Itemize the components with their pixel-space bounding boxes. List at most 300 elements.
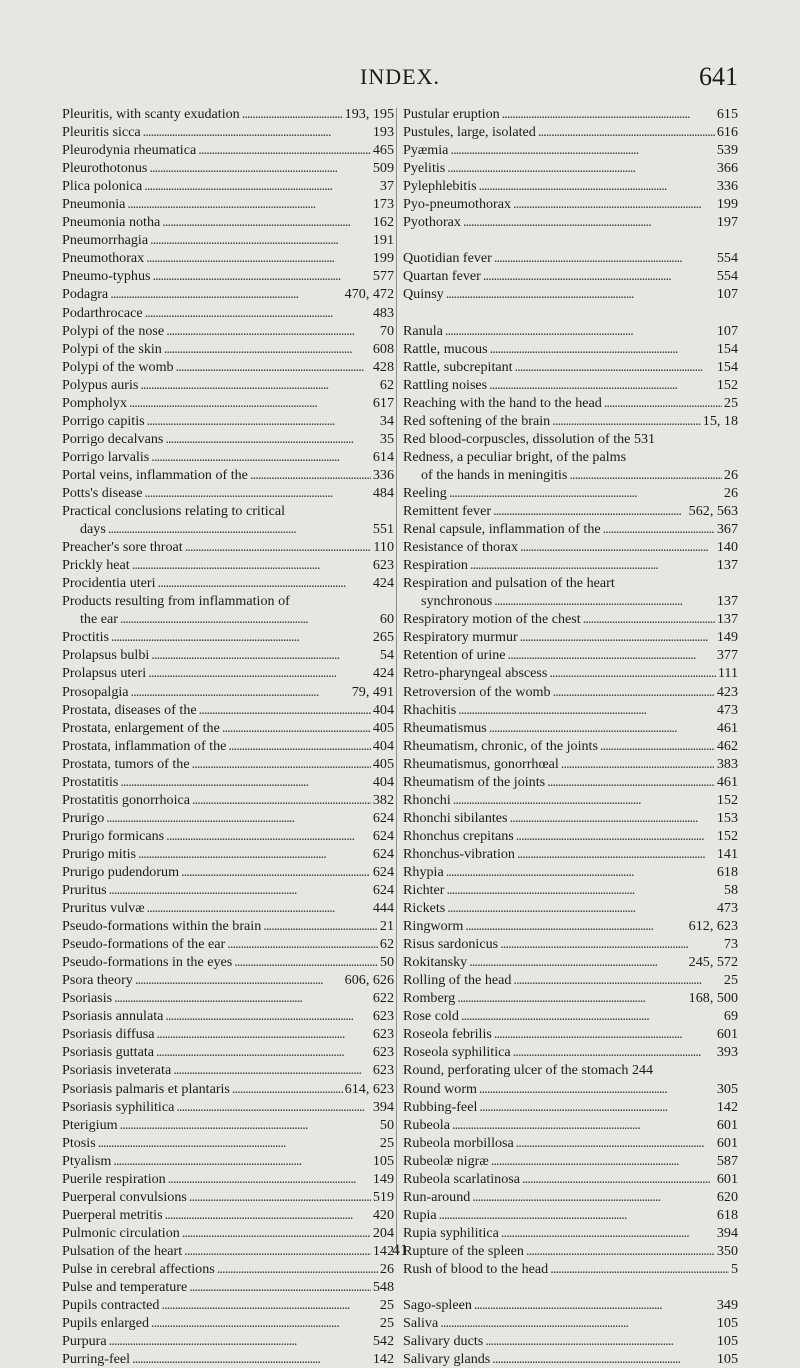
index-term: Potts's disease	[62, 484, 143, 501]
index-entry-line: Products resulting from inflammation of	[62, 593, 290, 610]
index-entry	[403, 628, 738, 646]
page-reference: 367	[716, 521, 738, 538]
page-reference: 462	[716, 737, 738, 754]
dot-leader	[146, 249, 371, 267]
index-term: Retro-pharyngeal abscess	[403, 665, 548, 682]
page-reference: 519	[372, 1188, 394, 1205]
page-reference: 624	[372, 882, 394, 899]
page-reference: 153	[716, 809, 738, 826]
index-term: Prurigo mitis	[62, 845, 136, 862]
index-term: Pneumothorax	[62, 250, 145, 267]
dot-leader	[198, 141, 371, 159]
page-reference: 105	[716, 1333, 738, 1350]
page-reference: 336	[716, 178, 738, 195]
dot-leader	[463, 213, 715, 231]
index-term: Rheumatismus	[403, 719, 487, 736]
index-entry	[403, 1332, 738, 1350]
index-entry	[403, 195, 738, 213]
page-reference: 420	[372, 1206, 394, 1223]
index-entry	[403, 141, 738, 159]
index-entry	[62, 285, 394, 303]
dot-leader	[157, 1025, 371, 1043]
dot-leader	[604, 394, 722, 412]
index-entry	[403, 1314, 738, 1332]
dot-leader	[143, 123, 371, 141]
index-entry	[62, 105, 394, 123]
dot-leader	[520, 628, 715, 646]
index-term: Pleurothotonus	[62, 160, 148, 177]
page-reference: 548	[372, 1279, 394, 1296]
dot-leader	[109, 881, 371, 899]
index-term: Rubeola scarlatinosa	[403, 1170, 521, 1187]
page-reference: 21	[379, 918, 394, 935]
index-entry	[62, 1116, 394, 1134]
index-term: Rhonchus-vibration	[403, 845, 515, 862]
index-entry-line: Practical conclusions relating to critical	[62, 503, 286, 520]
page-reference: 394	[372, 1098, 394, 1115]
page-reference: 105	[372, 1152, 394, 1169]
page-reference: 105	[716, 1351, 738, 1368]
index-entry	[62, 1188, 394, 1206]
index-term: Rokitansky	[403, 954, 468, 971]
dot-leader	[140, 376, 378, 394]
index-term: Reaching with the hand to the head	[403, 394, 602, 411]
page-reference: 618	[716, 1206, 738, 1223]
page-reference: 350	[716, 1242, 738, 1259]
index-term: Rupture of the spleen	[403, 1242, 524, 1259]
index-term: Pupils contracted	[62, 1297, 160, 1314]
dot-leader	[439, 1206, 715, 1224]
dot-leader	[158, 574, 371, 592]
index-entry	[62, 322, 394, 340]
page-reference: 70	[379, 322, 394, 339]
index-entry	[62, 267, 394, 285]
index-term: Renal capsule, inflammation of the	[403, 521, 601, 538]
dot-leader	[199, 701, 371, 719]
index-term: Polypi of the skin	[62, 340, 162, 357]
page-reference: 393	[716, 1044, 738, 1061]
index-term: Respiratory murmur	[403, 629, 518, 646]
index-term: Rheumatism of the joints	[403, 773, 546, 790]
dot-leader	[161, 1296, 377, 1314]
index-term: Portal veins, inflammation of the	[62, 466, 248, 483]
index-entry	[62, 1260, 394, 1278]
page-reference: 35	[379, 430, 394, 447]
dot-leader	[502, 105, 715, 123]
index-term: Quartan fever	[403, 268, 481, 285]
dot-leader	[458, 701, 715, 719]
dot-leader	[144, 177, 378, 195]
index-term: Preacher's sore throat	[62, 539, 183, 556]
dot-leader	[457, 989, 686, 1007]
page-reference: 110	[373, 539, 394, 556]
index-entry	[403, 123, 738, 141]
index-entry	[403, 1188, 738, 1206]
dot-leader	[132, 1350, 371, 1368]
dot-leader	[513, 971, 721, 989]
index-term: Run-around	[403, 1188, 471, 1205]
index-entry	[62, 430, 394, 448]
index-term: Rhonchi sibilantes	[403, 809, 508, 826]
dot-leader	[583, 610, 715, 628]
column-divider	[396, 108, 397, 1253]
dot-leader	[603, 520, 715, 538]
index-term: Pneumo-typhus	[62, 268, 151, 285]
page-reference: 404	[372, 773, 394, 790]
index-entry	[403, 1260, 738, 1278]
index-entry	[403, 791, 738, 809]
index-entry	[62, 231, 394, 249]
index-entry	[62, 737, 394, 755]
dot-leader	[522, 1170, 715, 1188]
page-reference: 37	[379, 178, 394, 195]
dot-leader	[182, 1224, 371, 1242]
dot-leader	[165, 1007, 370, 1025]
index-entry	[403, 809, 738, 827]
index-entry	[62, 646, 394, 664]
index-entry	[62, 1170, 394, 1188]
index-entry	[62, 376, 394, 394]
dot-leader	[120, 1116, 378, 1134]
page-reference: 149	[716, 629, 738, 646]
index-term: Rheumatism, chronic, of the joints	[403, 737, 598, 754]
dot-leader	[445, 322, 715, 340]
index-term: Psoriasis palmaris et plantaris	[62, 1080, 230, 1097]
dot-leader	[164, 340, 371, 358]
page-reference: 199	[716, 196, 738, 213]
index-entry	[403, 646, 738, 664]
index-entry	[403, 971, 738, 989]
page-reference: 26	[379, 1261, 394, 1277]
index-term: Quinsy	[403, 286, 444, 303]
dot-leader	[109, 1332, 371, 1350]
page-reference: 162	[372, 214, 394, 231]
index-entry	[403, 1080, 738, 1098]
index-entry	[403, 664, 738, 682]
index-term: Prosopalgia	[62, 683, 129, 700]
page-reference: 26	[723, 466, 738, 483]
index-entry	[403, 917, 738, 935]
dot-leader	[120, 610, 378, 628]
page-reference: 404	[372, 737, 394, 754]
page-reference: 142	[716, 1098, 738, 1115]
dot-leader	[489, 376, 715, 394]
index-term: Round worm	[403, 1080, 477, 1097]
dot-leader	[165, 430, 378, 448]
index-term: Ranula	[403, 322, 443, 339]
page-reference: 25	[379, 1297, 394, 1314]
dot-leader	[176, 1098, 371, 1116]
index-term: Pleurodynia rheumatica	[62, 142, 197, 159]
page-reference: 305	[716, 1080, 738, 1097]
page-reference: 554	[716, 250, 738, 267]
index-entry	[62, 610, 394, 628]
index-term: Procidentia uteri	[62, 575, 156, 592]
index-entry	[403, 213, 738, 231]
dot-leader	[181, 863, 371, 881]
dot-leader	[494, 592, 715, 610]
dot-leader	[453, 791, 715, 809]
dot-leader	[165, 1206, 371, 1224]
index-entry	[403, 358, 738, 376]
index-entry	[62, 1080, 394, 1098]
index-term: Podarthrocace	[62, 304, 143, 321]
dot-leader	[217, 1260, 378, 1278]
page-reference: 54	[379, 647, 394, 664]
dot-leader	[147, 412, 378, 430]
dot-leader	[228, 737, 370, 755]
index-term: Pulmonic circulation	[62, 1224, 180, 1241]
page-reference: 25	[379, 1134, 394, 1151]
page-reference: 404	[372, 701, 394, 718]
index-entry-line: Red blood-corpuscles, dissolution of the 531	[403, 430, 656, 447]
page-reference: 349	[716, 1297, 738, 1314]
index-entry	[403, 1116, 738, 1134]
index-entry	[403, 827, 738, 845]
index-term: Rheumatismus, gonorrhœal	[403, 755, 559, 772]
index-entry	[403, 935, 738, 953]
page-reference: 265	[372, 629, 394, 646]
index-entry	[403, 1007, 738, 1025]
dot-leader	[127, 195, 370, 213]
section-gap	[403, 304, 738, 322]
dot-leader	[176, 358, 371, 376]
dot-leader	[552, 412, 701, 430]
dot-leader	[106, 809, 371, 827]
page-reference: 79, 491	[351, 683, 394, 700]
dot-leader	[132, 556, 371, 574]
index-entry	[62, 1025, 394, 1043]
index-term: Pruritus	[62, 882, 107, 899]
index-term: Purring-feel	[62, 1351, 131, 1368]
index-entry	[403, 737, 738, 755]
page-reference: 152	[716, 376, 738, 393]
index-term: Roseola febrilis	[403, 1026, 492, 1043]
dot-leader	[131, 683, 350, 701]
index-entry	[403, 953, 738, 971]
page-reference: 601	[716, 1134, 738, 1151]
page-reference: 204	[372, 1224, 394, 1241]
index-entry	[62, 683, 394, 701]
dot-leader	[483, 267, 715, 285]
index-entry	[62, 358, 394, 376]
page-number: 641	[699, 62, 738, 91]
index-term: Rubeola morbillosa	[403, 1134, 514, 1151]
dot-leader	[151, 1314, 378, 1332]
dot-leader	[173, 1061, 371, 1079]
index-entry	[62, 394, 394, 412]
index-entry	[62, 574, 394, 592]
dot-leader	[547, 773, 715, 791]
index-entry	[62, 123, 394, 141]
dot-leader	[149, 159, 371, 177]
page-reference: 193	[372, 124, 394, 141]
index-term: Pleuritis sicca	[62, 124, 141, 141]
index-entry	[62, 1134, 394, 1152]
index-term: Prurigo	[62, 809, 105, 826]
page-reference: 25	[379, 1315, 394, 1332]
index-entry	[62, 159, 394, 177]
page-reference: 624	[372, 845, 394, 862]
page-reference: 614, 623	[344, 1080, 394, 1097]
dot-leader	[452, 1116, 715, 1134]
index-term: Rush of blood to the head	[403, 1261, 549, 1277]
page-reference: 107	[716, 322, 738, 339]
index-term: Rupia	[403, 1206, 437, 1223]
page-reference: 137	[716, 557, 738, 574]
dot-leader	[494, 1025, 715, 1043]
index-term: Pustules, large, isolated	[403, 124, 536, 141]
page-reference: 5	[730, 1261, 738, 1277]
index-entry	[62, 755, 394, 773]
index-entry	[403, 719, 738, 737]
index-term: Prostata, enlargement of the	[62, 719, 220, 736]
page-reference: 168, 500	[688, 990, 738, 1007]
index-term: Plica polonica	[62, 178, 143, 195]
index-term: Psora theory	[62, 972, 133, 989]
index-term: Rhonchi	[403, 791, 451, 808]
dot-leader	[516, 1134, 715, 1152]
index-term: Reeling	[403, 484, 447, 501]
dot-leader	[490, 340, 715, 358]
index-term: of the hands in meningitis	[421, 466, 568, 483]
index-term: Pyelitis	[403, 160, 446, 177]
index-term: Porrigo decalvans	[62, 430, 164, 447]
dot-leader	[449, 484, 722, 502]
index-term: Pyothorax	[403, 214, 461, 231]
index-entry	[62, 249, 394, 267]
page-reference: 193, 195	[344, 106, 394, 122]
index-entry	[62, 484, 394, 502]
dot-leader	[561, 755, 715, 773]
index-entry	[62, 1296, 394, 1314]
index-term: Porrigo capitis	[62, 412, 145, 429]
page-reference: 624	[372, 827, 394, 844]
dot-leader	[150, 231, 371, 249]
index-term: Podagra	[62, 286, 109, 303]
index-entry	[62, 701, 394, 719]
dot-leader	[447, 899, 715, 917]
page-reference: 623	[372, 557, 394, 574]
page-reference: 26	[723, 484, 738, 501]
index-term: Pyo-pneumothorax	[403, 196, 512, 213]
index-term: synchronous	[421, 593, 493, 610]
index-term: Pulse in cerebral affections	[62, 1261, 215, 1277]
index-term: Pulse and temperature	[62, 1279, 188, 1296]
index-entry	[62, 1061, 394, 1079]
index-entry	[62, 935, 394, 953]
dot-leader	[138, 845, 371, 863]
index-term: Rubbing-feel	[403, 1098, 478, 1115]
index-entry	[403, 177, 738, 195]
index-entry	[403, 899, 738, 917]
index-term: Rhypia	[403, 863, 444, 880]
index-entry	[62, 664, 394, 682]
index-entry-line: Respiration and pulsation of the heart	[403, 575, 615, 592]
index-term: Psoriasis inveterata	[62, 1062, 172, 1079]
index-entry	[403, 1170, 738, 1188]
index-entry	[403, 1098, 738, 1116]
index-entry	[62, 304, 394, 322]
page-reference: 140	[716, 539, 738, 556]
page-reference: 623	[372, 1062, 394, 1079]
dot-leader	[162, 213, 371, 231]
page-reference: 623	[372, 1026, 394, 1043]
index-term: Pneumonia notha	[62, 214, 161, 231]
index-entry	[62, 1007, 394, 1025]
signature-mark: 41	[392, 1242, 408, 1259]
dot-leader	[447, 159, 715, 177]
index-entry	[62, 1350, 394, 1368]
page-reference: 382	[372, 791, 394, 808]
index-term: Prurigo pudendorum	[62, 863, 180, 880]
dot-leader	[446, 863, 715, 881]
index-entry	[62, 1332, 394, 1350]
dot-leader	[147, 899, 371, 917]
index-entry	[62, 1206, 394, 1224]
index-term: Richter	[403, 882, 445, 899]
index-term: Rickets	[403, 900, 446, 917]
dot-leader	[500, 935, 722, 953]
page-reference: 484	[372, 484, 394, 501]
page-reference: 551	[372, 521, 394, 538]
page-reference: 622	[372, 990, 394, 1007]
index-entry	[403, 502, 738, 520]
index-entry	[62, 141, 394, 159]
index-term: Respiration	[403, 557, 468, 574]
page-reference: 539	[716, 142, 738, 159]
index-entry	[403, 376, 738, 394]
index-entry	[62, 917, 394, 935]
index-column-right	[403, 105, 738, 1368]
index-term: Pseudo-formations within the brain	[62, 918, 262, 935]
dot-leader	[120, 773, 370, 791]
index-term: Rubeolæ nigræ	[403, 1152, 489, 1169]
index-term: Pneumonia	[62, 196, 126, 213]
dot-leader	[98, 1134, 378, 1152]
index-entry	[403, 394, 738, 412]
dot-leader	[513, 1043, 715, 1061]
page-reference: 60	[379, 611, 394, 628]
page-header-title: INDEX.	[360, 64, 440, 89]
index-entry	[62, 213, 394, 231]
index-term: Rolling of the head	[403, 972, 512, 989]
index-entry-line: Redness, a peculiar bright, of the palms	[403, 448, 627, 465]
index-term: Quotidian fever	[403, 250, 492, 267]
dot-leader	[470, 556, 715, 574]
dot-leader	[450, 141, 714, 159]
page-reference: 562, 563	[688, 503, 738, 520]
page-reference: 245, 572	[688, 954, 738, 971]
index-entry	[403, 1350, 738, 1368]
page-reference: 394	[716, 1224, 738, 1241]
index-entry	[62, 448, 394, 466]
index-entry	[403, 1296, 738, 1314]
section-gap	[403, 231, 738, 249]
dot-leader	[538, 123, 715, 141]
page-reference: 542	[372, 1333, 394, 1350]
index-entry	[403, 592, 738, 610]
index-term: Psoriasis syphilitica	[62, 1098, 175, 1115]
index-term: Puerperal metritis	[62, 1206, 163, 1223]
index-entry	[403, 267, 738, 285]
dot-leader	[549, 664, 715, 682]
page-reference: 366	[716, 160, 738, 177]
index-entry	[62, 177, 394, 195]
dot-leader	[513, 195, 715, 213]
index-entry	[403, 845, 738, 863]
dot-leader	[501, 1224, 715, 1242]
